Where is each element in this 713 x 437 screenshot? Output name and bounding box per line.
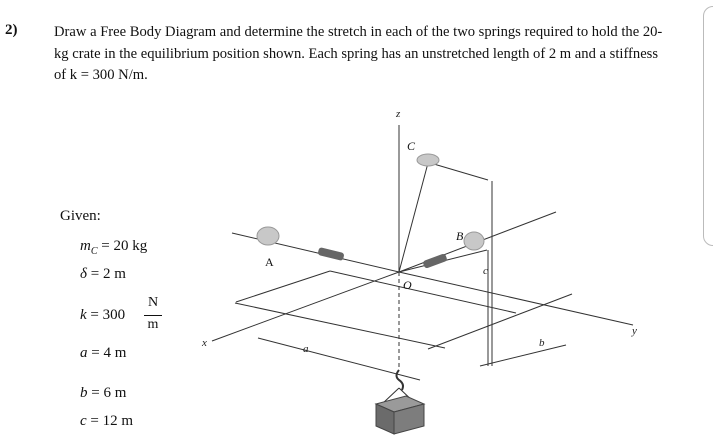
support-b: [464, 232, 484, 250]
a-value: = 4 m: [91, 345, 127, 361]
dim-b-line: [480, 345, 566, 366]
label-a-point: A: [265, 255, 274, 269]
delta-value: = 2 m: [90, 266, 126, 282]
a-symbol: a: [80, 345, 88, 361]
mass-subscript: C: [90, 246, 98, 257]
k-value: = 300: [90, 307, 126, 323]
y-axis: [399, 272, 633, 325]
support-a: [257, 227, 279, 245]
mass-symbol: m: [80, 238, 91, 254]
hook: [397, 370, 404, 390]
label-b-dim: b: [539, 337, 545, 349]
spring-b: [422, 253, 447, 269]
spring-a: [317, 247, 344, 261]
delta-symbol: δ: [80, 266, 87, 282]
question-number: 2): [5, 22, 18, 38]
c-symbol: c: [80, 413, 87, 429]
b-value: = 6 m: [91, 385, 127, 401]
dim-c-top: [427, 162, 488, 180]
ground-line-4: [236, 271, 330, 302]
c-value: = 12 m: [90, 413, 134, 429]
problem-statement: Draw a Free Body Diagram and determine the stretch in each of the two springs required to hold the 20-kg crate in the equilibrium position shown. Each spring has an unstretched length of 2 m and a stiffness of k = 300 N/m.: [54, 24, 663, 83]
k-unit-numerator: N: [147, 295, 159, 310]
label-x: x: [202, 337, 207, 349]
given-title: Given:: [60, 208, 101, 224]
label-o: O: [403, 278, 412, 292]
x-axis: [212, 272, 399, 341]
label-z: z: [396, 108, 401, 120]
cable-oc: [399, 163, 428, 272]
label-y: y: [632, 325, 637, 337]
k-symbol: k: [80, 307, 87, 323]
ground-line-3: [428, 294, 572, 349]
support-c: [417, 154, 439, 166]
dim-a-line: [258, 338, 420, 380]
label-c-point: C: [407, 139, 416, 153]
label-a-dim: a: [303, 343, 309, 355]
b-symbol: b: [80, 385, 88, 401]
ground-line-1: [235, 303, 445, 348]
k-unit-denominator: m: [147, 317, 159, 332]
mass-value: = 20 kg: [101, 238, 148, 254]
label-c-dim: c: [483, 265, 488, 277]
label-b-point: B: [456, 229, 464, 243]
